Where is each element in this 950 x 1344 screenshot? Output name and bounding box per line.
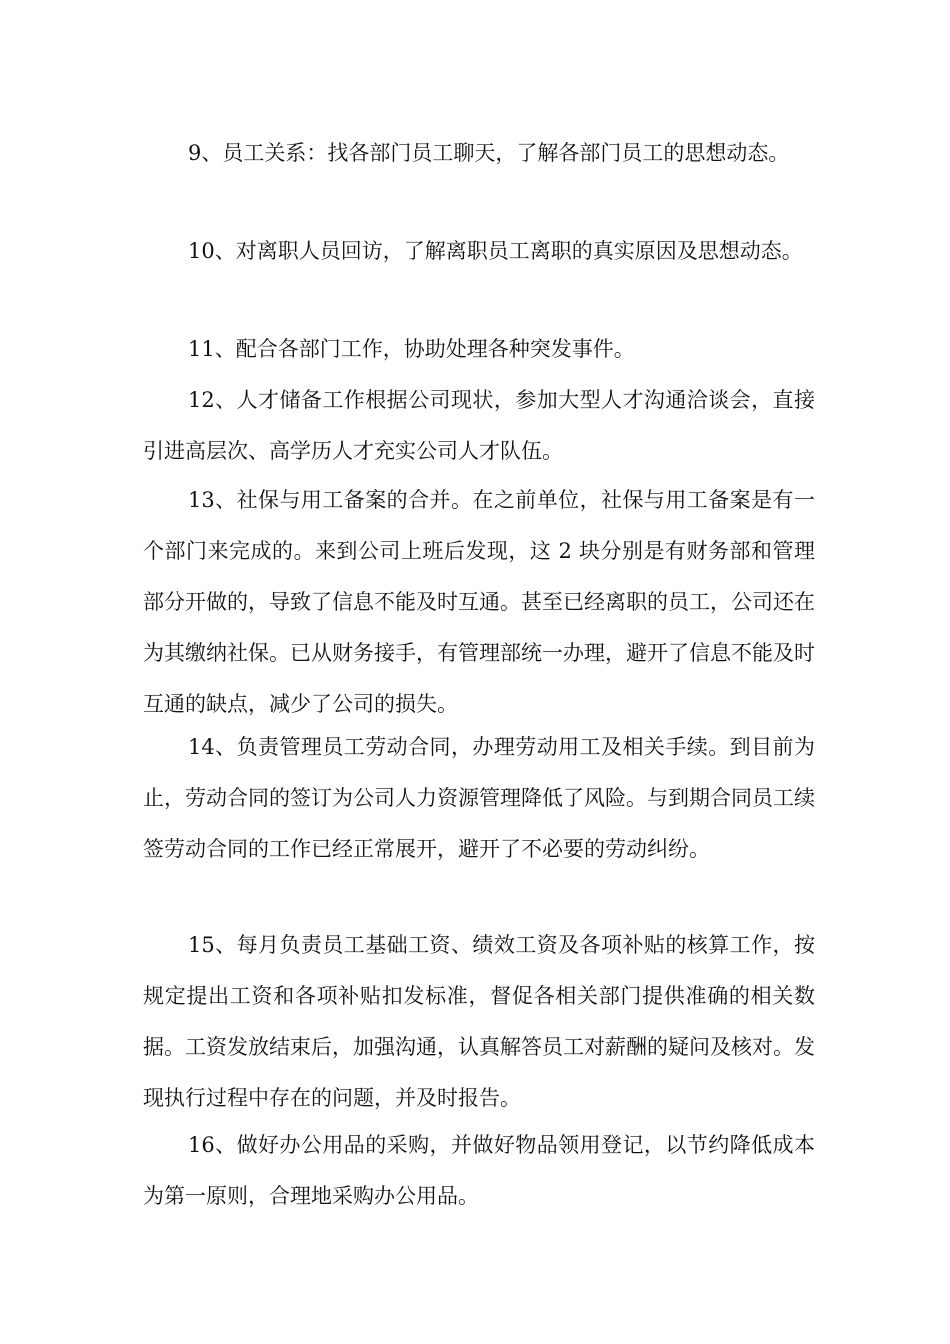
paragraph-item-14: 14、负责管理员工劳动合同，办理劳动用工及相关手续。到目前为止，劳动合同的签订为公司人力资源管理降低了风险。与到期合同员工续签劳动合同的工作已经正常展开，避开了不必要的劳动纠纷。 (143, 735, 815, 861)
paragraph-item-9: 9、员工关系：找各部门员工聊天，了解各部门员工的思想动态。 (188, 141, 790, 165)
paragraph-item-10: 10、对离职人员回访，了解离职员工离职的真实原因及思想动态。 (188, 239, 803, 263)
paragraph-item-12: 12、人才储备工作根据公司现状，参加大型人才沟通洽谈会，直接引进高层次、高学历人才充实公司人才队伍。 (143, 388, 815, 463)
paragraph-item-11: 11、配合各部门工作，协助处理各种突发事件。 (188, 337, 635, 361)
paragraph-item-13: 13、社保与用工备案的合并。在之前单位，社保与用工备案是有一个部门来完成的。来到公司上班后发现，这 2 块分别是有财务部和管理部分开做的，导致了信息不能及时互通。甚至已经离职的员工，公司还在为其缴纳社保。已从财务接手，有管理部统一办理，避开了信息不能及时互通的缺点，减少了公司的损失。 (143, 488, 815, 716)
paragraph-item-16: 16、做好办公用品的采购，并做好物品领用登记，以节约降低成本为第一原则，合理地采购办公用品。 (143, 1133, 815, 1208)
paragraph-item-15: 15、每月负责员工基础工资、绩效工资及各项补贴的核算工作，按规定提出工资和各项补贴扣发标准，督促各相关部门提供准确的相关数据。工资发放结束后，加强沟通，认真解答员工对薪酬的疑问及核对。发现执行过程中存在的问题，并及时报告。 (143, 933, 815, 1110)
